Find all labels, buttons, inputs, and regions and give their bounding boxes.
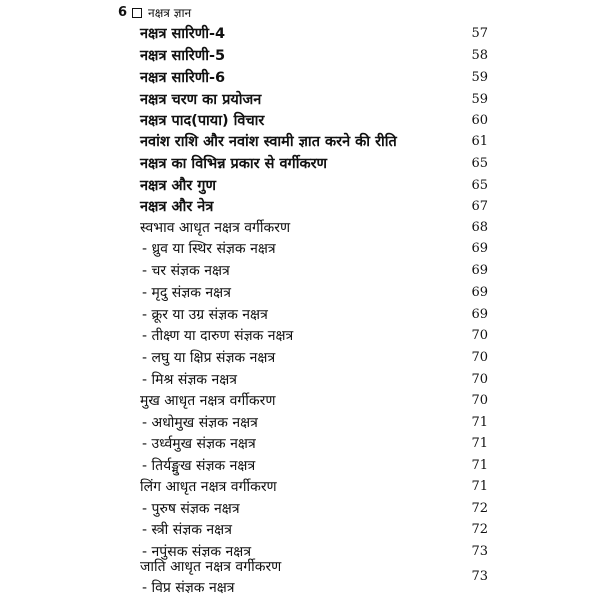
toc-entry: [0, 456, 600, 476]
toc-entry-title: नक्षत्र सारिणी-4: [140, 26, 226, 42]
toc-entry: [0, 391, 600, 411]
toc-entry: [0, 413, 600, 433]
toc-entry: [0, 261, 600, 281]
toc-entry-page: 69: [471, 241, 488, 256]
toc-entry-page: 72: [471, 501, 488, 516]
toc-entry-title: - क्रूर या उग्र संज्ञक नक्षत्र: [142, 307, 268, 323]
toc-entry-title: - तीक्ष्ण या दारुण संज्ञक नक्षत्र: [142, 328, 294, 344]
toc-entry: [0, 239, 600, 259]
toc-entry: [0, 154, 600, 174]
toc-entry: [0, 111, 600, 131]
toc-entry-title: - स्त्री संज्ञक नक्षत्र: [142, 522, 232, 538]
toc-entry-title: - ध्रुव या स्थिर संज्ञक नक्षत्र: [142, 241, 276, 257]
toc-entry-title: नक्षत्र और नेत्र: [140, 199, 214, 215]
toc-entry: [0, 578, 600, 598]
toc-entry-page: 71: [471, 458, 488, 473]
toc-entry: [0, 520, 600, 540]
header-book-title: नक्षत्र ज्ञान: [148, 6, 192, 20]
toc-entry-title: लिंग आधृत नक्षत्र वर्गीकरण: [140, 479, 277, 495]
toc-entry-page: 70: [471, 350, 488, 365]
toc-entry-page: 70: [471, 372, 488, 387]
toc-entry-title: - नपुंसक संज्ञक नक्षत्र: [142, 544, 252, 560]
toc-entry-title: नक्षत्र चरण का प्रयोजन: [140, 92, 262, 108]
toc-entry-title: जाति आधृत नक्षत्र वर्गीकरण: [140, 559, 282, 575]
toc-entry-page: 70: [471, 328, 488, 343]
header-page-number: 6: [118, 5, 128, 20]
toc-entry: [0, 24, 600, 44]
toc-entry-title: स्वभाव आधृत नक्षत्र वर्गीकरण: [140, 220, 291, 236]
toc-entry-page: 68: [471, 220, 488, 235]
toc-entry-title: - अधोमुख संज्ञक नक्षत्र: [142, 415, 258, 431]
toc-entry-page: 65: [471, 178, 488, 193]
toc-entry-title: - मृदु संज्ञक नक्षत्र: [142, 285, 231, 301]
toc-entry-title: - चर संज्ञक नक्षत्र: [142, 263, 230, 279]
toc-entry: [0, 305, 600, 325]
toc-entry-page: 60: [471, 113, 488, 128]
toc-entry: [0, 68, 600, 88]
toc-entry: [0, 197, 600, 217]
toc-entry-title: नक्षत्र सारिणी-6: [140, 70, 226, 86]
toc-entry-title: - लघु या क्षिप्र संज्ञक नक्षत्र: [142, 350, 276, 366]
toc-entry-page: 72: [471, 522, 488, 537]
toc-entry: [0, 370, 600, 390]
toc-entry-title: - विप्र संज्ञक नक्षत्र: [142, 580, 235, 596]
toc-entry-page: 73: [471, 569, 488, 584]
toc-entry: [0, 283, 600, 303]
toc-entry: [0, 176, 600, 196]
toc-entry-page: 59: [471, 92, 488, 107]
toc-entry-page: 71: [471, 436, 488, 451]
toc-entry-title: - पुरुष संज्ञक नक्षत्र: [142, 501, 240, 517]
toc-entry-page: 58: [471, 48, 488, 63]
toc-entry: [0, 218, 600, 238]
toc-entry-page: 71: [471, 479, 488, 494]
toc-entry: [0, 557, 600, 584]
toc-entry-title: नक्षत्र और गुण: [140, 178, 216, 194]
toc-entry-page: 69: [471, 263, 488, 278]
toc-entry-page: 65: [471, 156, 488, 171]
toc-entry-page: 71: [471, 415, 488, 430]
toc-entry-page: 57: [471, 26, 488, 41]
toc-entry-title: मुख आधृत नक्षत्र वर्गीकरण: [140, 393, 276, 409]
toc-entry-title: - तिर्यङ्मुख संज्ञक नक्षत्र: [142, 458, 256, 474]
toc-entry-title: नक्षत्र पाद(पाया) विचार: [140, 113, 265, 129]
toc-entry: [0, 132, 600, 152]
toc-entry: [0, 477, 600, 497]
toc-entry-title: - उर्ध्वमुख संज्ञक नक्षत्र: [142, 436, 256, 452]
toc-entry-page: 69: [471, 285, 488, 300]
toc-entry-page: 59: [471, 70, 488, 85]
toc-entry: [0, 326, 600, 346]
toc-entry-page: 70: [471, 393, 488, 408]
toc-entry-title: - मिश्र संज्ञक नक्षत्र: [142, 372, 238, 388]
toc-entry-page: 73: [471, 544, 488, 559]
toc-entry-title: नक्षत्र का विभिन्न प्रकार से वर्गीकरण: [140, 156, 328, 172]
toc-entry: [0, 499, 600, 519]
toc-entry: [0, 90, 600, 110]
toc-entry: [0, 348, 600, 368]
toc-entry-page: 69: [471, 307, 488, 322]
toc-entry: [0, 434, 600, 454]
toc-entry-title: नक्षत्र सारिणी-5: [140, 48, 226, 64]
toc-entry-title: नवांश राशि और नवांश स्वामी ज्ञात करने की रीति: [140, 134, 397, 150]
toc-entry: [0, 46, 600, 66]
toc-entry-page: 67: [471, 199, 488, 214]
toc-entry-page: 61: [471, 134, 488, 149]
